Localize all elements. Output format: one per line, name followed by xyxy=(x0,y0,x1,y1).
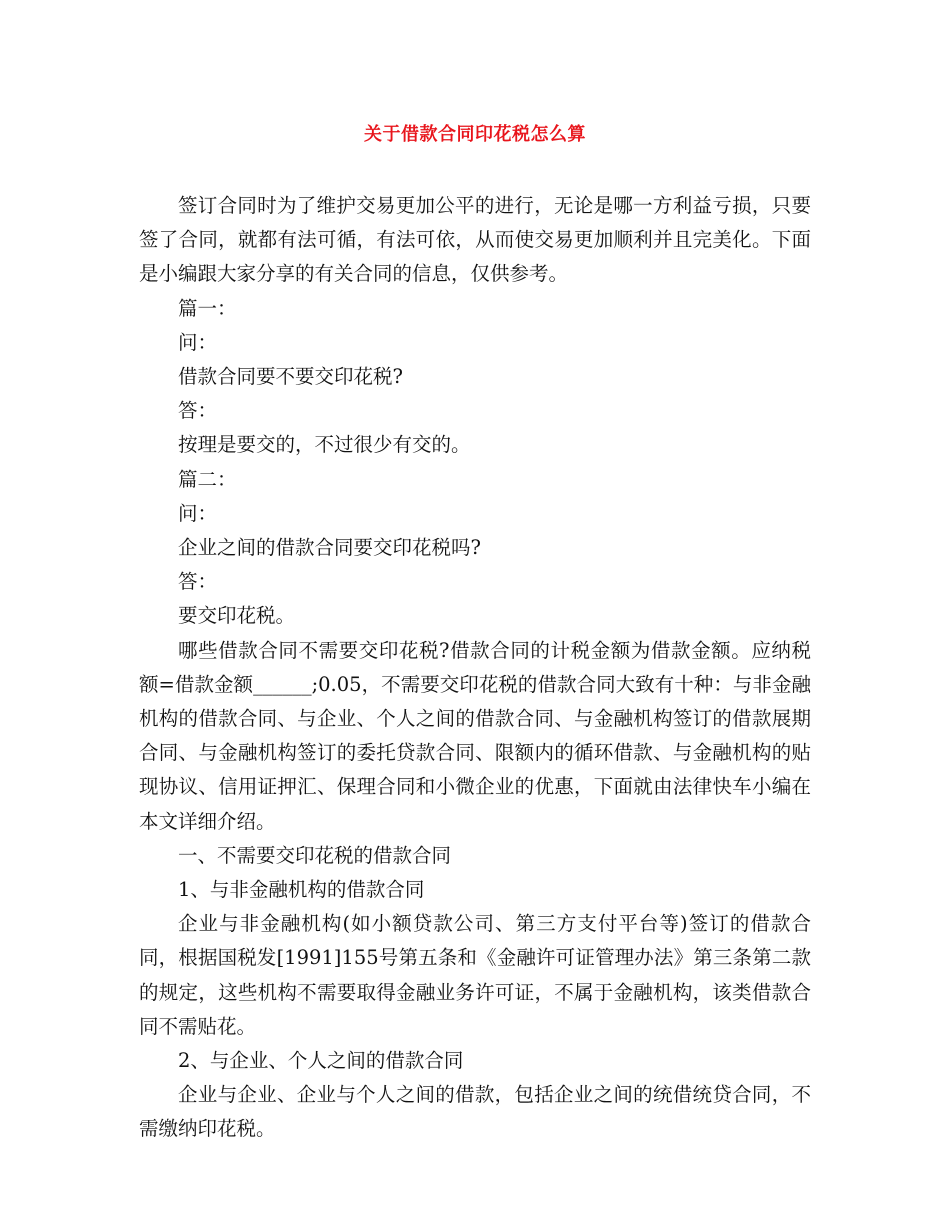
paragraph-answer-label: 答： xyxy=(178,570,218,594)
subsection-heading: 1、与非金融机构的借款合同 xyxy=(178,878,425,902)
document-body xyxy=(139,189,811,1147)
paragraph-intro: 签订合同时为了维护交易更加公平的进行，无论是哪一方利益亏损，只要签了合同，就都有法可循，有法可依，从而使交易更加顺利并且完美化。下面是小编跟大家分享的有关合同的信息，仅供参考。 xyxy=(139,194,811,286)
paragraph-answer-text: 按理是要交的，不过很少有交的。 xyxy=(178,433,471,457)
document-title: 关于借款合同印花税怎么算 xyxy=(364,124,586,145)
paragraph-part-one-heading: 篇一： xyxy=(178,296,237,320)
subsection-heading: 2、与企业、个人之间的借款合同 xyxy=(178,1049,464,1073)
paragraph-question-label: 问： xyxy=(178,330,218,354)
paragraph-answer-text: 要交印花税。 xyxy=(178,604,296,628)
paragraph-body: 企业与非金融机构(如小额贷款公司、第三方支付平台等)签订的借款合同，根据国税发[1991]155号第五条和《金融许可证管理办法》第三条第二款的规定，这些机构不需要取得金融业务许可证，不属于金融机构，该类借款合同不需贴花。 xyxy=(139,912,811,1038)
section-heading: 一、不需要交印花税的借款合同 xyxy=(178,843,452,867)
paragraph-question-label: 问： xyxy=(178,501,218,525)
paragraph-body: 企业与企业、企业与个人之间的借款，包括企业之间的统借统贷合同，不需缴纳印花税。 xyxy=(139,1083,811,1141)
paragraph-answer-label: 答： xyxy=(178,399,218,423)
paragraph-overview: 哪些借款合同不需要交印花税?借款合同的计税金额为借款金额。应纳税额=借款金额______;0.05，不需要交印花税的借款合同大致有十种：与非金融机构的借款合同、与企业、个人之间的借款合同、与金融机构签订的借款展期合同、与金融机构签订的委托贷款合同、限额内的循环借款、与金融机构的贴现协议、信用证押汇、保理合同和小微企业的优惠，下面就由法律快车小编在本文详细介绍。 xyxy=(139,638,811,833)
paragraph-question-text: 企业之间的借款合同要交印花税吗? xyxy=(178,536,481,560)
paragraph-question-text: 借款合同要不要交印花税? xyxy=(178,365,403,389)
paragraph-part-two-heading: 篇二： xyxy=(178,467,237,491)
